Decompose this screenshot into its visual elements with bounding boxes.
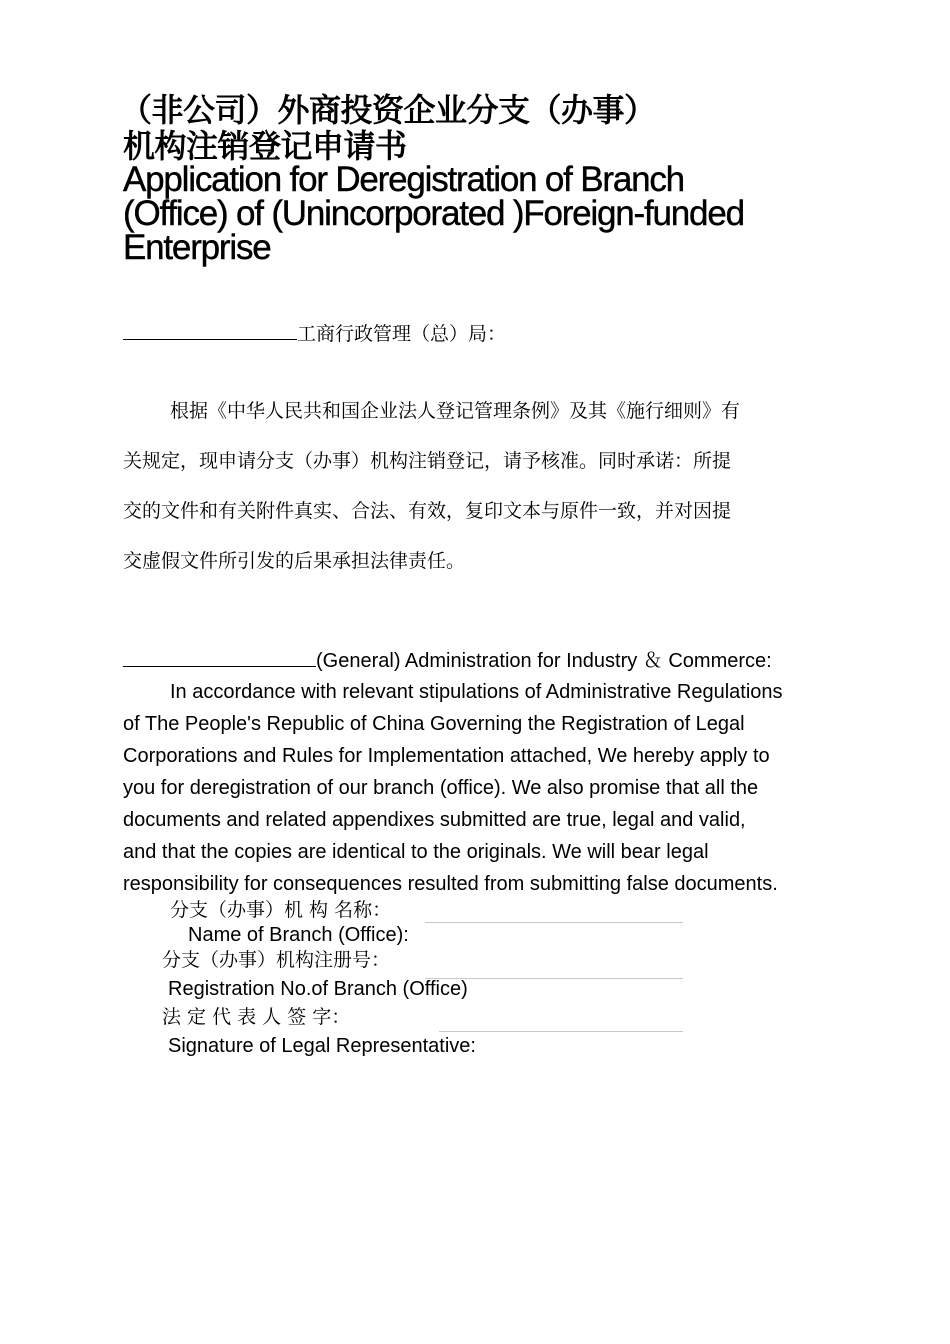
body-en-line7: responsibility for consequences resulted from submitting false documents. xyxy=(123,873,778,895)
signature-label-en: Signature of Legal Representative: xyxy=(168,1035,476,1057)
signature-label-cn: 法 定 代 表 人 签 字： xyxy=(162,1006,351,1028)
body-cn-line4: 交虚假文件所引发的后果承担法律责任。 xyxy=(123,550,466,572)
body-cn-line2: 关规定，现申请分支（办事）机构注销登记，请予核准。同时承诺：所提 xyxy=(123,450,732,472)
addressee-en-text: (General) Administration for Industry ＆ Commerce: xyxy=(316,650,772,672)
body-en-line4: you for deregistration of our branch (office). We also promise that all the xyxy=(123,777,759,799)
title-en-line2: (Office) of (Unincorporated )Foreign-funded xyxy=(123,194,744,233)
body-en-line6: and that the copies are identical to the originals. We will bear legal xyxy=(123,841,709,863)
addressee-cn xyxy=(123,320,506,348)
branch-name-input-line[interactable] xyxy=(425,922,683,923)
title-en-line1: Application for Deregistration of Branch xyxy=(123,160,684,199)
body-en-line3: Corporations and Rules for Implementation attached, We hereby apply to xyxy=(123,745,770,767)
body-cn-line1: 根据《中华人民共和国企业法人登记管理条例》及其《施行细则》有 xyxy=(170,400,741,422)
authority-blank-en[interactable] xyxy=(123,665,316,667)
body-en-line2: of The People's Republic of China Governing the Registration of Legal xyxy=(123,713,745,735)
title-en-line3: Enterprise xyxy=(123,228,271,267)
title-cn-line1: （非公司）外商投资企业分支（办事） xyxy=(120,91,656,129)
signature-input-line[interactable] xyxy=(439,1031,683,1032)
branch-name-label-en: Name of Branch (Office): xyxy=(188,924,409,946)
branch-name-label-cn: 分支（办事）机 构 名称： xyxy=(170,899,392,921)
authority-blank-cn[interactable] xyxy=(123,338,297,340)
registration-no-label-en: Registration No.of Branch (Office) xyxy=(168,978,468,1000)
addressee-cn-text: 工商行政管理（总）局： xyxy=(297,323,507,345)
body-en-line1: In accordance with relevant stipulations of Administrative Regulations xyxy=(170,681,783,703)
title-cn-line2: 机构注销登记申请书 xyxy=(123,127,407,165)
registration-no-label-cn: 分支（办事）机构注册号： xyxy=(162,949,391,971)
addressee-en xyxy=(123,648,772,674)
body-cn-line3: 交的文件和有关附件真实、合法、有效，复印文本与原件一致，并对因提 xyxy=(123,500,732,522)
body-en-line5: documents and related appendixes submitted are true, legal and valid, xyxy=(123,809,746,831)
